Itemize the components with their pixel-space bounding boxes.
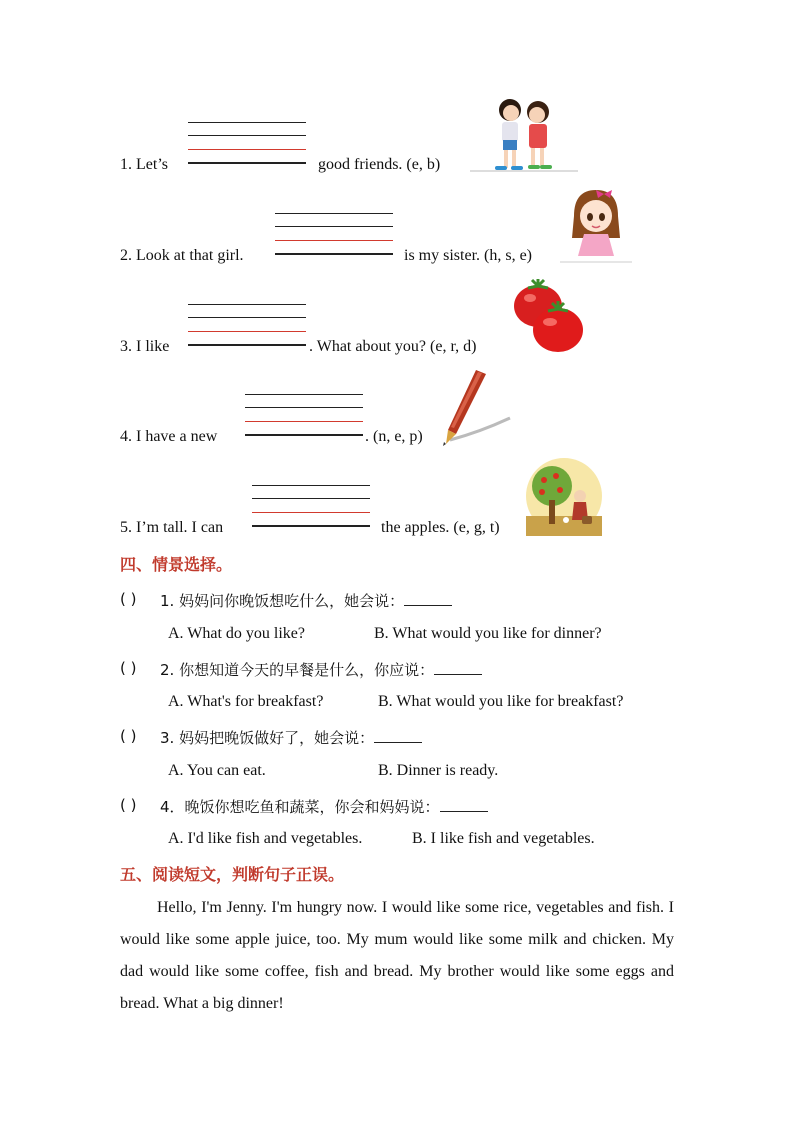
option-b[interactable]: B. What would you like for breakfast? bbox=[378, 693, 624, 710]
option-a[interactable]: A. I'd like fish and vegetables. bbox=[168, 830, 363, 847]
item-2-after: is my sister. (h, s, e) bbox=[404, 247, 532, 264]
answer-blank bbox=[404, 591, 452, 606]
question-1-text: 1. 妈妈问你晚饭想吃什么，她会说： bbox=[160, 592, 405, 610]
question-2-text: 2. 你想知道今天的早餐是什么，你应说： bbox=[160, 661, 435, 679]
answer-blank bbox=[374, 728, 422, 743]
apple-tree-picture bbox=[526, 456, 602, 536]
option-b[interactable]: B. What would you like for dinner? bbox=[374, 625, 602, 642]
girl-picture bbox=[560, 186, 632, 264]
item-4-before: 4. I have a new bbox=[120, 428, 218, 445]
section-4-title: 四、情景选择。 bbox=[120, 555, 233, 574]
item-3-after: . What about you? (e, r, d) bbox=[309, 338, 477, 355]
handwriting-lines-2[interactable] bbox=[275, 213, 393, 257]
question-text bbox=[160, 659, 482, 680]
pen-picture bbox=[440, 366, 514, 448]
reading-passage: Hello, I'm Jenny. I'm hungry now. I would like some rice, vegetables and fish. I would like some apple juice, too. My mum would like some milk and chicken. My dad would like some coffee, fish and bread. My brother would like some eggs and bread. What a big dinner! bbox=[120, 899, 674, 1012]
option-b[interactable]: B. I like fish and vegetables. bbox=[412, 830, 595, 847]
question-text bbox=[160, 796, 488, 817]
answer-blank bbox=[434, 660, 482, 675]
option-a[interactable]: A. What's for breakfast? bbox=[168, 693, 324, 710]
option-a[interactable]: A. You can eat. bbox=[168, 762, 266, 779]
item-2-before: 2. Look at that girl. bbox=[120, 247, 244, 264]
answer-paren[interactable]: ( ) bbox=[120, 796, 137, 814]
item-5-before: 5. I’m tall. I can bbox=[120, 519, 224, 536]
item-5-after: the apples. (e, g, t) bbox=[381, 519, 500, 536]
item-4-after: . (n, e, p) bbox=[365, 428, 423, 445]
question-4-text: 4．晚饭你想吃鱼和蔬菜，你会和妈妈说： bbox=[160, 798, 440, 816]
question-text bbox=[160, 727, 422, 748]
option-b[interactable]: B. Dinner is ready. bbox=[378, 762, 499, 779]
item-1-before: 1. Let’s bbox=[120, 156, 168, 173]
two-girls-picture bbox=[470, 96, 578, 174]
answer-paren[interactable]: ( ) bbox=[120, 590, 137, 608]
item-1-after: good friends. (e, b) bbox=[318, 156, 441, 173]
handwriting-lines-1[interactable] bbox=[188, 122, 306, 166]
answer-paren[interactable]: ( ) bbox=[120, 727, 137, 745]
answer-paren[interactable]: ( ) bbox=[120, 659, 137, 677]
option-a[interactable]: A. What do you like? bbox=[168, 625, 306, 642]
item-3-before: 3. I like bbox=[120, 338, 170, 355]
tomatoes-picture bbox=[512, 278, 586, 356]
answer-blank bbox=[440, 797, 488, 812]
question-text bbox=[160, 590, 452, 611]
handwriting-lines-5[interactable] bbox=[252, 485, 370, 529]
handwriting-lines-4[interactable] bbox=[245, 394, 363, 438]
question-3-text: 3. 妈妈把晚饭做好了，她会说： bbox=[160, 729, 375, 747]
section-5-title: 五、阅读短文，判断句子正误。 bbox=[120, 865, 345, 884]
handwriting-lines-3[interactable] bbox=[188, 304, 306, 348]
